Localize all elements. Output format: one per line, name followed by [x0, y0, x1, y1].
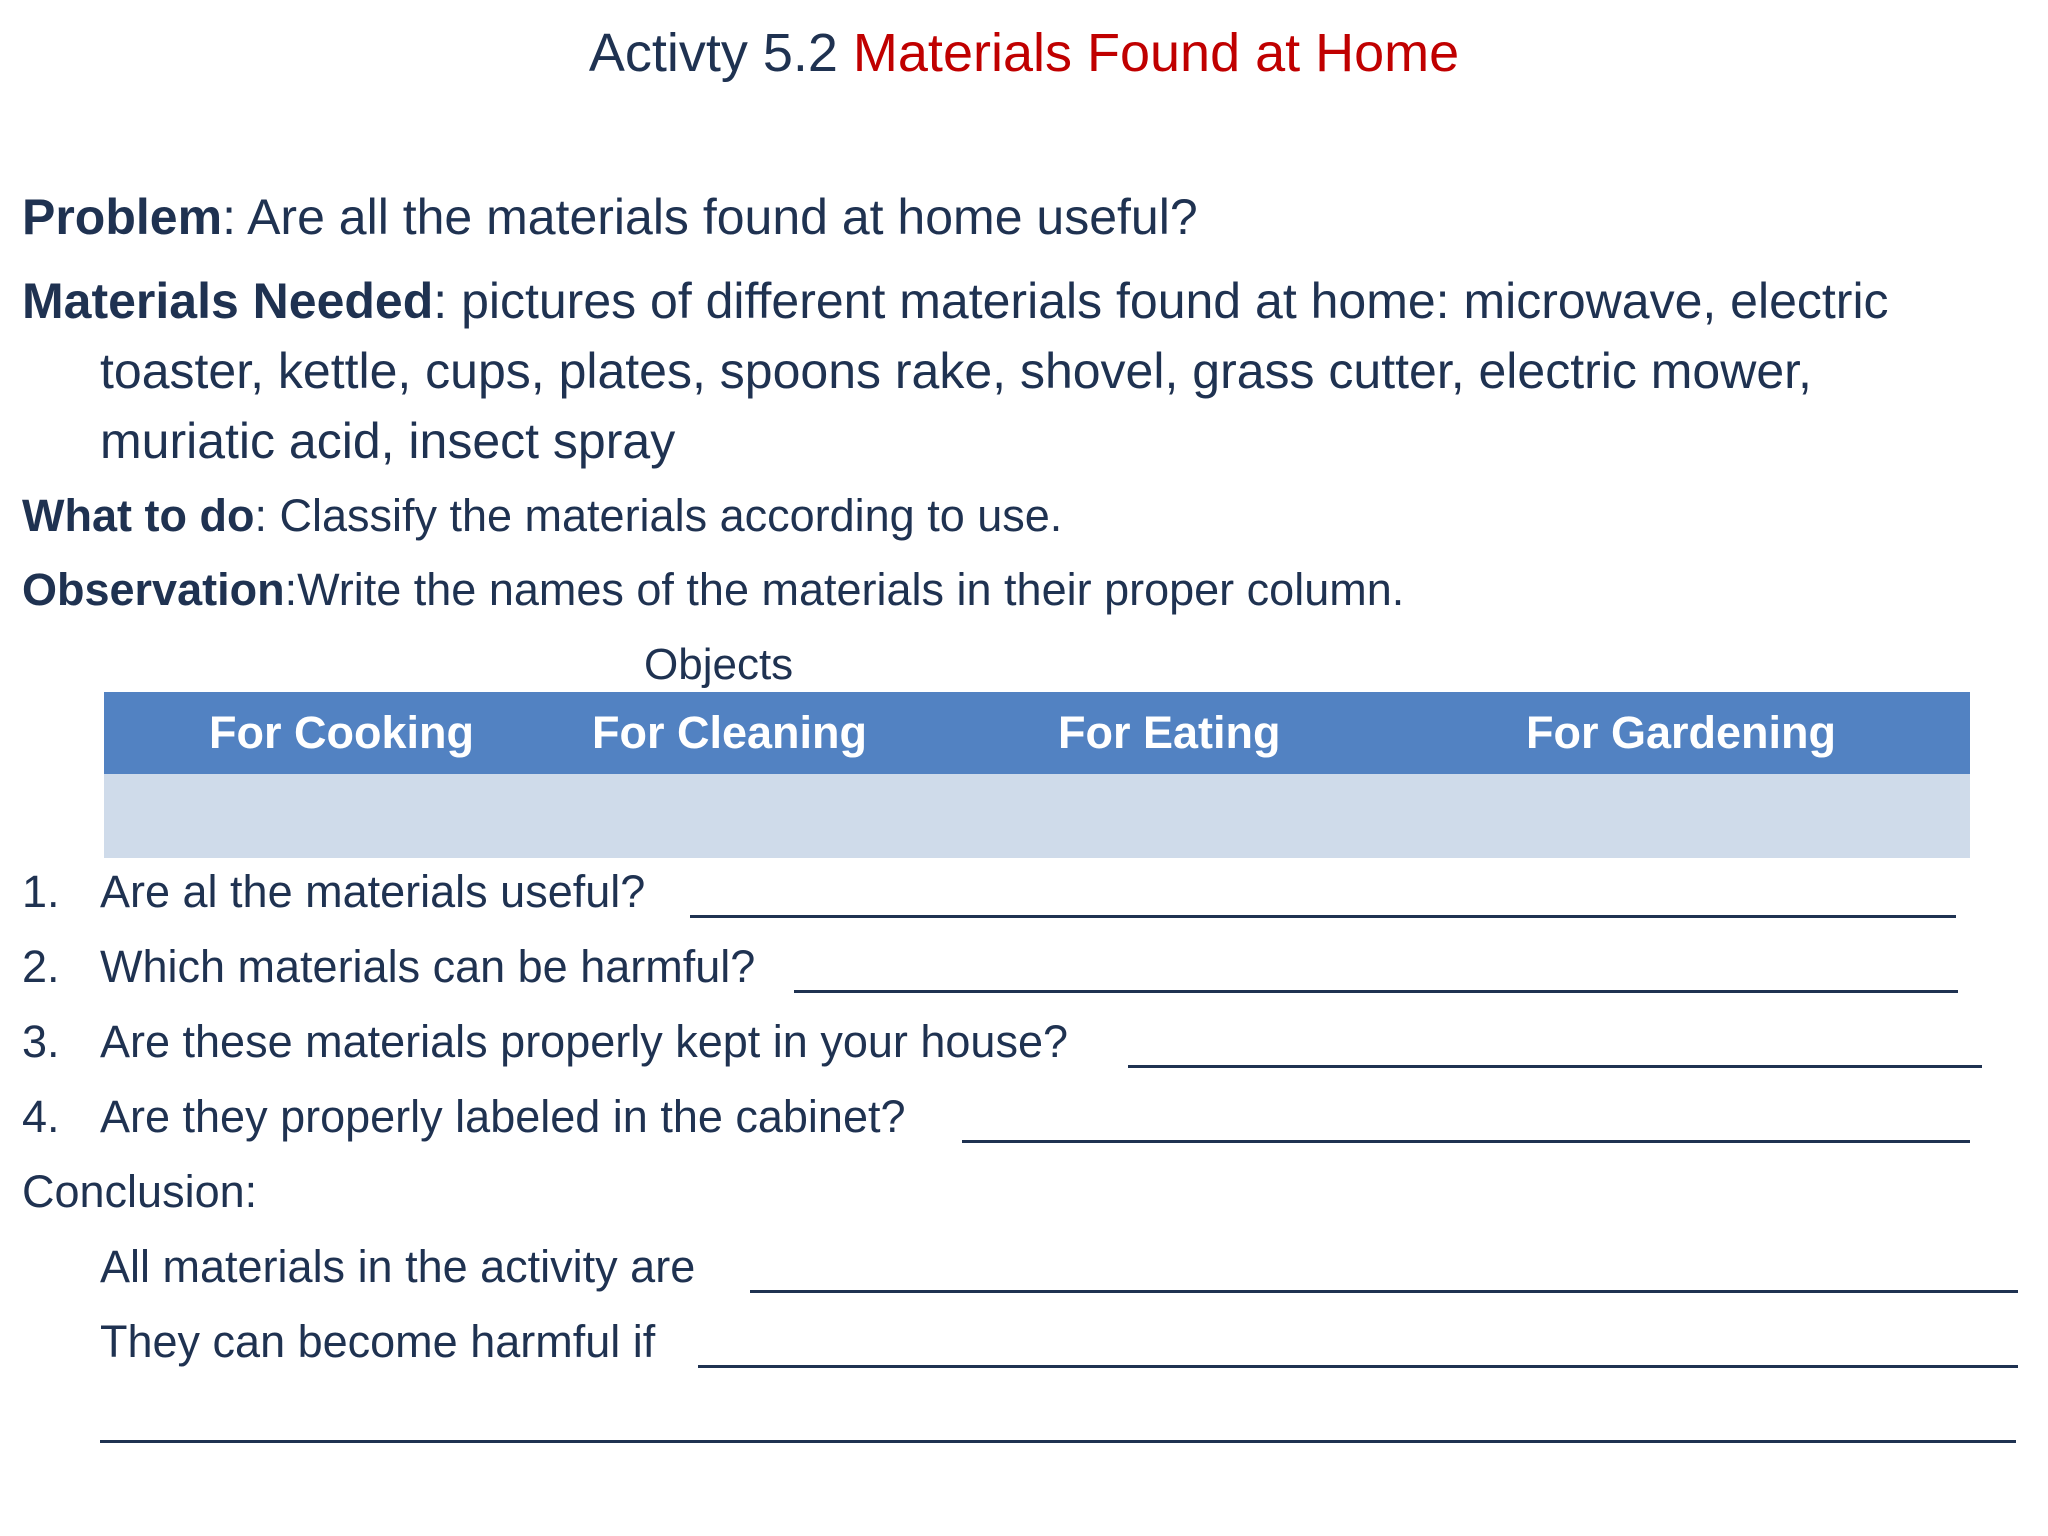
- materials-needed-text-1: : pictures of different materials found at home: microwave, electric: [433, 273, 1889, 329]
- question-2-answer-blank[interactable]: [794, 990, 1958, 993]
- problem-text: : Are all the materials found at home useful?: [222, 189, 1198, 245]
- materials-needed-line-3: muriatic acid, insect spray: [100, 413, 676, 469]
- question-3: [22, 1016, 1068, 1068]
- question-4-answer-blank[interactable]: [962, 1140, 1970, 1143]
- observation-text: :Write the names of the materials in their proper column.: [284, 564, 1405, 615]
- table-caption: Objects: [644, 640, 794, 689]
- conclusion-line-2-blank[interactable]: [698, 1365, 2018, 1368]
- question-3-number: 3.: [22, 1016, 60, 1067]
- question-1-number: 1.: [22, 866, 60, 917]
- conclusion-line-1: All materials in the activity are: [100, 1241, 696, 1292]
- table-header-row: [104, 692, 1970, 774]
- conclusion-label: Conclusion:: [22, 1166, 258, 1217]
- question-2-text: Which materials can be harmful?: [100, 941, 756, 992]
- column-header-eating: For Eating: [1058, 707, 1281, 758]
- question-4-number: 4.: [22, 1091, 60, 1142]
- question-4-text: Are they properly labeled in the cabinet?: [100, 1091, 906, 1142]
- title-accent: Materials Found at Home: [852, 23, 1460, 83]
- question-3-text: Are these materials properly kept in your house?: [100, 1016, 1069, 1067]
- question-1-text: Are al the materials useful?: [100, 866, 646, 917]
- observation-label: Observation: [22, 564, 285, 615]
- materials-needed-line-1: [22, 272, 1889, 330]
- what-to-do-line: [22, 490, 1062, 542]
- question-2: [22, 941, 755, 993]
- question-4: [22, 1091, 906, 1143]
- table-answer-row[interactable]: [104, 774, 1970, 858]
- materials-table: [104, 692, 1970, 858]
- conclusion-line-2: They can become harmful if: [100, 1316, 656, 1367]
- materials-needed-line-2: toaster, kettle, cups, plates, spoons rake, shovel, grass cutter, electric mower,: [100, 343, 1812, 399]
- conclusion-line-1-blank[interactable]: [750, 1290, 2018, 1293]
- question-1-answer-blank[interactable]: [690, 915, 1956, 918]
- what-to-do-text: : Classify the materials according to use.: [254, 490, 1063, 541]
- materials-needed-label: Materials Needed: [22, 273, 434, 329]
- conclusion-extra-blank[interactable]: [100, 1440, 2016, 1443]
- column-header-cooking: For Cooking: [209, 707, 474, 758]
- question-1: [22, 866, 645, 918]
- observation-line: [22, 564, 1404, 616]
- column-header-gardening: For Gardening: [1526, 707, 1837, 758]
- problem-line: [22, 188, 1198, 246]
- title-prefix: Activty 5.2: [588, 23, 838, 83]
- page-title: [0, 22, 2048, 84]
- problem-label: Problem: [22, 189, 223, 245]
- question-2-number: 2.: [22, 941, 60, 992]
- column-header-cleaning: For Cleaning: [592, 707, 868, 758]
- question-3-answer-blank[interactable]: [1128, 1065, 1982, 1068]
- what-to-do-label: What to do: [22, 490, 255, 541]
